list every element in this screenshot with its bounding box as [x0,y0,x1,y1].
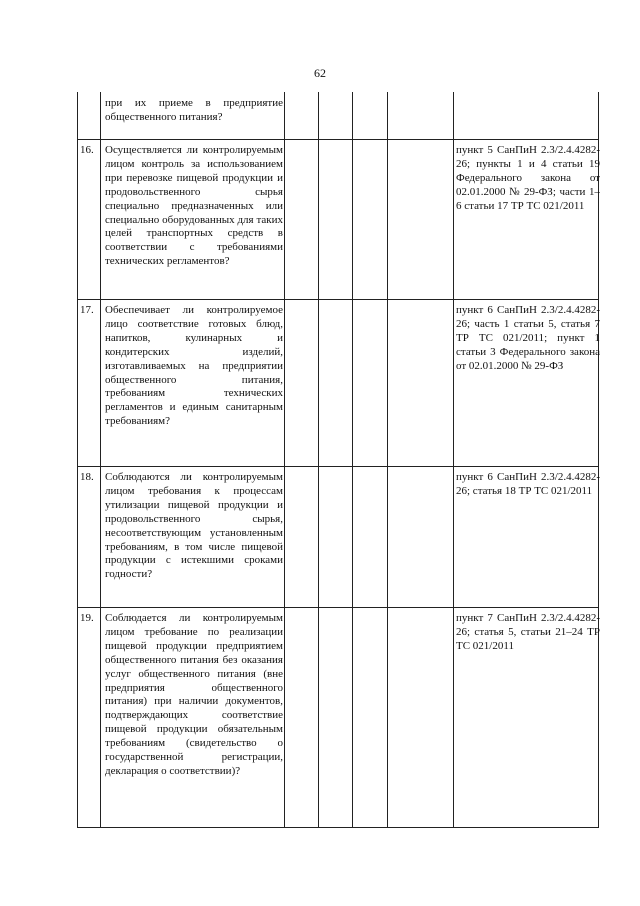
item-number: 19. [80,612,94,624]
question-text: Соблюдается ли контролируемым лицом требование по реализации пищевой продукции предприятием общественного питания без оказания услуг общественного питания (вне предприятия общественного питания) при наличии документов, подтверждающих соответствие пищевой продукции обязательным требованиям (свидетельство о государственной регистрации, декларация о соответствии)? [105,612,283,777]
row-divider [78,139,598,140]
legal-reference: пункт 5 СанПиН 2.3/2.4.4282-26; пункты 1 и 4 статьи 19 Федерального закона от 02.01.2000 № 29-ФЗ; части 1–6 статьи 17 ТР ТС 021/2011 [456,144,600,212]
legal-reference: пункт 6 СанПиН 2.3/2.4.4282-26; часть 1 статьи 5, статья 7 ТР ТС 021/2011; пункт 1 статьи 3 Федерального закона от 02.01.2000 № 29-ФЗ [456,304,600,372]
question-text: при их приеме в предприятие общественного питания? [105,97,283,123]
item-number: 16. [80,144,94,156]
question-text: Обеспечивает ли контролируемое лицо соответствие готовых блюд, напитков, кулинарных и кондитерских изделий, изготавливаемых на предприятии общественного питания, требованиям технических регламентов и единым санитарным требованиям? [105,304,283,428]
row-divider [78,466,598,467]
column-divider [453,92,454,827]
item-number: 17. [80,304,94,316]
column-divider [352,92,353,827]
column-divider [284,92,285,827]
column-divider [318,92,319,827]
checklist-table [77,92,599,828]
question-text: Осуществляется ли контролируемым лицом контроль за использованием при перевозке пищевой продукции и продовольственного сырья специально предназначенных или специально оборудованных для таких целей транспортных средств в соответствии с требованиями технических регламентов? [105,144,283,268]
page-number: 62 [314,66,326,80]
question-text: Соблюдаются ли контролируемым лицом требования к процессам утилизации пищевой продукции и продовольственного сырья, несоответствующим установленным требованиям, в том числе пищевой продукции с истекшими сроками годности? [105,471,283,581]
row-divider [78,299,598,300]
legal-reference: пункт 7 СанПиН 2.3/2.4.4282-26; статья 5, статьи 21–24 ТР ТС 021/2011 [456,612,600,652]
row-divider [78,607,598,608]
column-divider [100,92,101,827]
item-number: 18. [80,471,94,483]
column-divider [387,92,388,827]
legal-reference: пункт 6 СанПиН 2.3/2.4.4282-26; статья 18 ТР ТС 021/2011 [456,471,600,497]
